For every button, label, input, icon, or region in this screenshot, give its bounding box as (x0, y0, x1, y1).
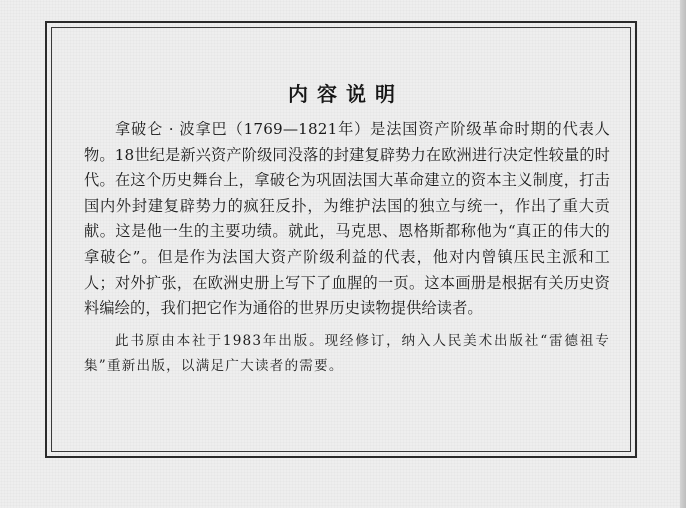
page-title: 内容说明 (288, 82, 404, 106)
publication-note-paragraph: 此书原由本社于1983年出版。现经修订，纳入人民美术出版社“雷德祖专集”重新出版，以满足广大读者的需要。 (84, 332, 610, 375)
page-edge-shadow (680, 0, 686, 508)
intro-paragraph: 拿破仑 · 波拿巴（1769—1821年）是法国资产阶级革命时期的代表人物。18世纪是新兴资产阶级同没落的封建复辟势力在欧洲进行决定性较量的时代。在这个历史舞台上，拿破仑为巩固法国大革命建立的资本主义制度，打击国内外封建复辟势力的疯狂反扑，为维护法国的独立与统一，作出了重大贡献。这是他一生的主要功绩。就此，马克思、恩格斯都称他为“真正的伟大的拿破仑”。但是作为法国大资产阶级利益的代表，他对内曾镇压民主派和工人；对外扩张，在欧洲史册上写下了血腥的一页。这本画册是根据有关历史资料编绘的，我们把它作为通俗的世界历史读物提供给读者。 (84, 120, 610, 318)
document-body (84, 117, 610, 380)
